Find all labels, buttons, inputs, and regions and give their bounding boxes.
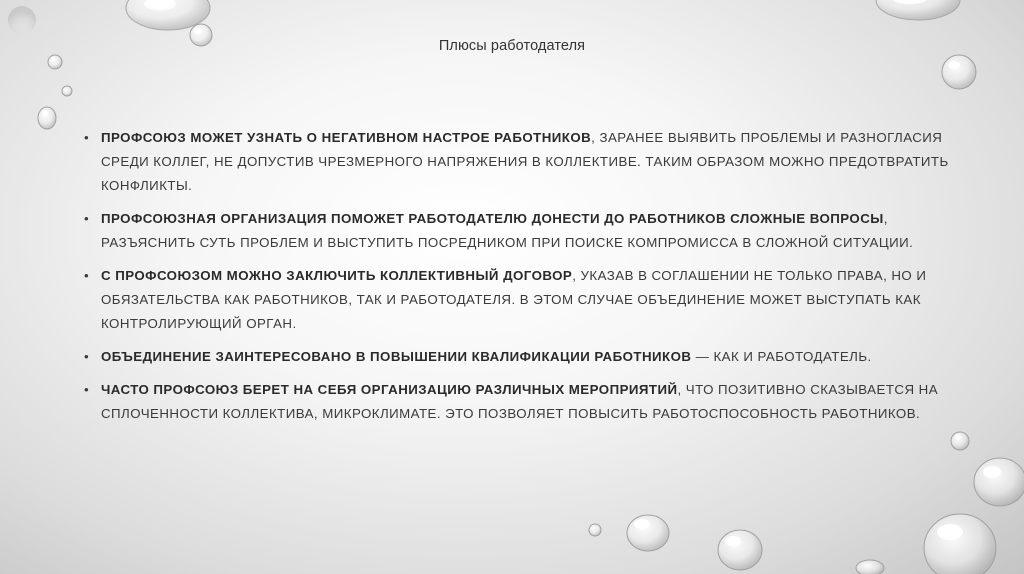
drop [48,55,62,69]
drop [126,0,210,30]
bullet-text: — КАК И РАБОТОДАТЕЛЬ. [691,349,872,364]
bullet-lead: ПРОФСОЮЗНАЯ ОРГАНИЗАЦИЯ ПОМОЖЕТ РАБОТОДАТЕЛЮ ДОНЕСТИ ДО РАБОТНИКОВ СЛОЖНЫЕ ВОПРОСЫ [101,211,884,226]
bullet-item [84,207,954,255]
slide-title: Плюсы работодателя [438,38,586,54]
bullet-lead: ПРОФСОЮЗ МОЖЕТ УЗНАТЬ О НЕГАТИВНОМ НАСТРОЕ РАБОТНИКОВ [101,130,592,145]
drop [856,560,884,574]
drop [876,0,960,20]
bullet-list [84,126,954,435]
bullet-item [84,264,954,336]
bullet-item [84,126,954,198]
drop [718,530,762,570]
drop [62,86,72,96]
bullet-text: , ЗАРАНЕЕ ВЫЯВИТЬ ПРОБЛЕМЫ И РАЗНОГЛАСИЯ СРЕДИ КОЛЛЕГ, НЕ ДОПУСТИВ ЧРЕЗМЕРНОГО НАПРЯЖЕНИЯ В КОЛЛЕКТИВЕ. ТАКИМ ОБРАЗОМ МОЖНО ПРЕДОТВРАТИТЬ КОНФЛИКТЫ. [101,130,949,193]
drop [974,458,1024,506]
drop [589,524,601,536]
bullet-item [84,378,954,426]
bullet-text: , ЧТО ПОЗИТИВНО СКАЗЫВАЕТСЯ НА СПЛОЧЕННОСТИ КОЛЛЕКТИВА, МИКРОКЛИМАТЕ. ЭТО ПОЗВОЛЯЕТ ПОВЫСИТЬ РАБОТОСПОСОБНОСТЬ РАБОТНИКОВ. [101,382,939,421]
bullet-text: , РАЗЪЯСНИТЬ СУТЬ ПРОБЛЕМ И ВЫСТУПИТЬ ПОСРЕДНИКОМ ПРИ ПОИСКЕ КОМПРОМИССА В СЛОЖНОЙ СИТУАЦИИ. [101,211,914,250]
drop [627,515,669,551]
bullet-lead: ОБЪЕДИНЕНИЕ ЗАИНТЕРЕСОВАНО В ПОВЫШЕНИИ КВАЛИФИКАЦИИ РАБОТНИКОВ [101,349,692,364]
bullet-text: , УКАЗАВ В СОГЛАШЕНИИ НЕ ТОЛЬКО ПРАВА, НО И ОБЯЗАТЕЛЬСТВА КАК РАБОТНИКОВ, ТАК И РАБОТОДАТЕЛЯ. В ЭТОМ СЛУЧАЕ ОБЪЕДИНЕНИЕ МОЖЕТ ВЫСТУПАТЬ КАК КОНТРОЛИРУЮЩИЙ ОРГАН. [101,268,927,331]
drop [942,55,976,89]
bullet-lead: ЧАСТО ПРОФСОЮЗ БЕРЕТ НА СЕБЯ ОРГАНИЗАЦИЮ РАЗЛИЧНЫХ МЕРОПРИЯТИЙ [101,382,678,397]
drop [8,6,36,34]
bullet-item [84,345,954,369]
drop [924,514,996,574]
drop [38,107,56,129]
bullet-lead: С ПРОФСОЮЗОМ МОЖНО ЗАКЛЮЧИТЬ КОЛЛЕКТИВНЫЙ ДОГОВОР [101,268,573,283]
